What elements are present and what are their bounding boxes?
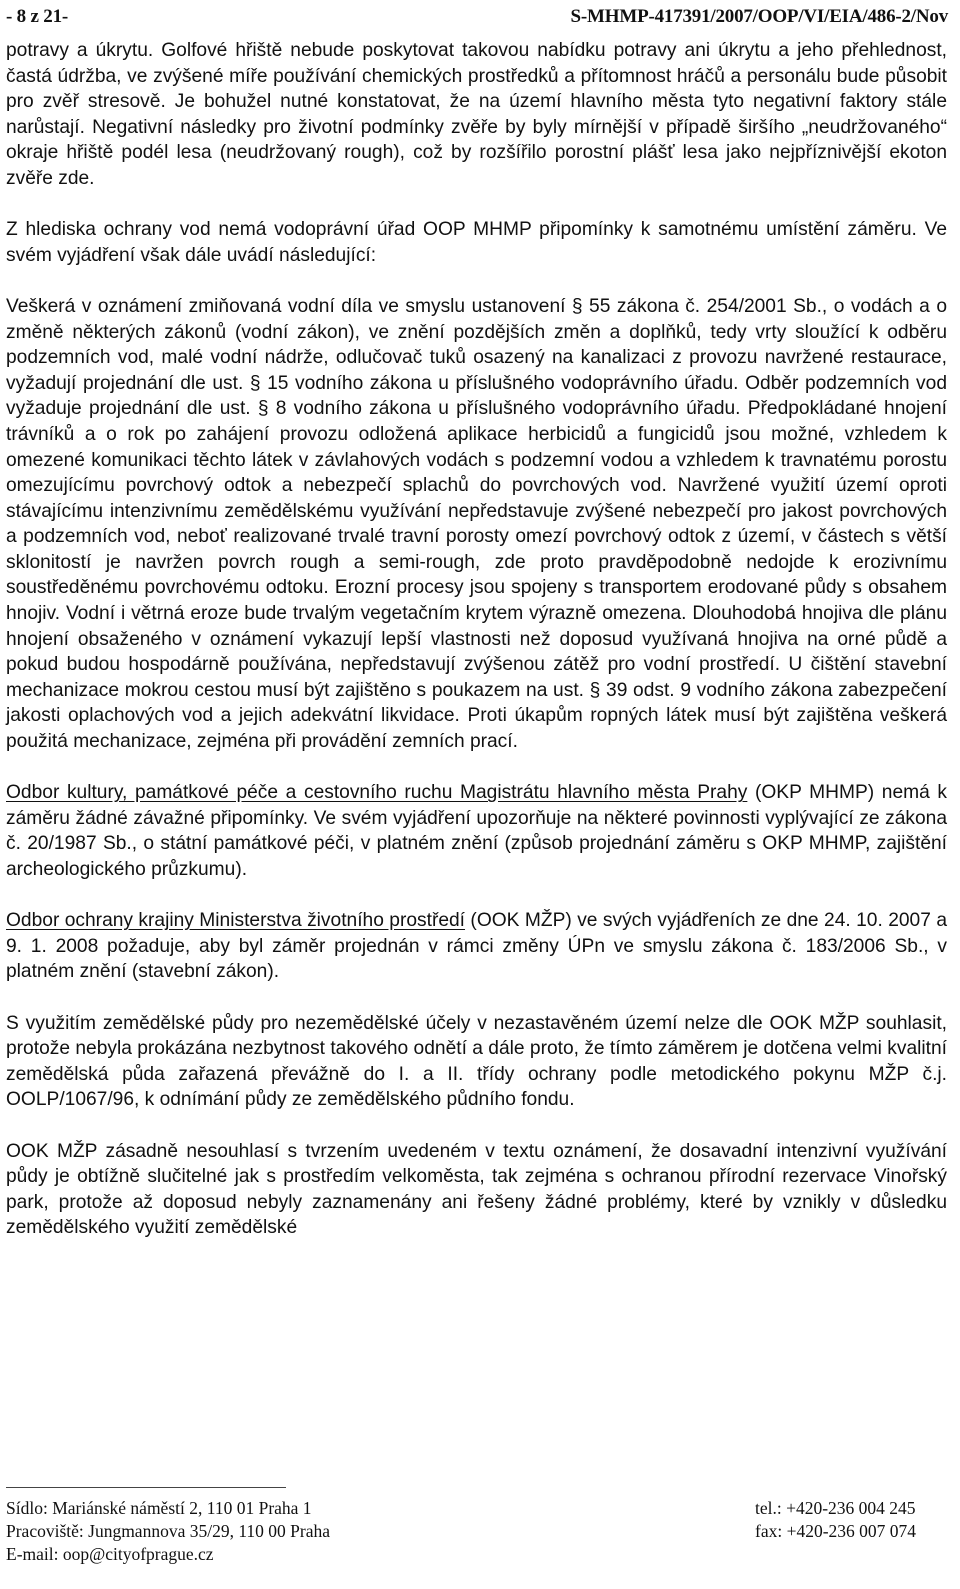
paragraph-agricultural-land	[6, 1011, 947, 1113]
paragraph-okp-mhmp	[6, 780, 947, 882]
paragraph-game-habitat	[6, 38, 947, 192]
paragraph-text: (OKP MHMP) nemá k záměru žádné závažné připomínky. Ve svém vyjádření upozorňuje na některé povinnosti vyplývající ze zákona č. 20/1987 Sb., o státní památkové péči, v platném znění (způsob projednání záměru s OKP MHMP, zajištění archeologického průzkumu).	[6, 782, 947, 880]
footer-divider	[6, 1487, 286, 1488]
footer-email: E-mail: oop@cityofprague.cz	[6, 1544, 214, 1564]
footer-address: Sídlo: Mariánské náměstí 2, 110 01 Praha 1	[6, 1498, 312, 1518]
paragraph-ook-disagreement	[6, 1139, 947, 1241]
footer-fax: fax: +420-236 007 074	[755, 1521, 917, 1541]
paragraph-ook-mzp	[6, 908, 947, 985]
document-body	[6, 38, 947, 1241]
department-name-ook: Odbor ochrany krajiny Ministerstva životního prostředí	[6, 910, 466, 932]
paragraph-text: Veškerá v oznámení zmiňovaná vodní díla ve smyslu ustanovení § 55 zákona č. 254/2001 Sb., o vodách a o změně některých zákonů (vodní zákon), ve znění pozdějších změn a doplňků, tedy vrty sloužící k odběru podzemních vod, malé vodní nádrže, odlučovač tuků osazený na kanalizaci z provozu navržené restaurace, vyžadují projednání dle ust. § 15 vodního zákona u příslušného vodoprávního úřadu. Odběr podzemních vod vyžaduje projednání dle ust. § 8 vodního zákona u příslušného vodoprávního úřadu. Předpokládané hnojení trávníků a o rok po zahájení provozu odložená aplikace herbicidů a fungicidů jsou možné, vzhledem k omezené komunikaci těchto látek v závlahových vodách s podzemní vodou a vzhledem k travnatému porostu omezujícímu povrchový odtok a nebezpečí splachů do povrchových vod. Navržené využití území oproti stávajícímu intenzivnímu zemědělskému využívání nepředstavuje zvýšené nebezpečí pro jakost povrchových a podzemních vod, neboť realizované trvalé travní porosty omezí povrchový odtok z území, v částech s větší sklonitostí je navržen povrch rough a semi-rough, zde proto pravděpodobně nedojde k erozivnímu soustředěnému povrchovému odtoku. Erozní procesy jsou spojeny s transportem erodované půdy s obsahem hnojiv. Vodní i větrná eroze bude trvalým vegetačním krytem výrazně omezena. Dlouhodobá hnojiva dle plánu hnojení obsaženého v oznámení vykazují lepší vlastnosti než doposud využívaná hnojiva na orné půdě a pokud budou hospodárně používána, nepředstavují zvýšenou zátěž pro vodní prostředí. U čištění stavební mechanizace mokrou cestou musí být zajištěno s poukazem na ust. § 39 odst. 9 vodního zákona zabezpečení jakosti oplachových vod a jejich adekvátní likvidace. Proti úkapům ropných látek musí být zajištěna veškerá použitá mechanizace, zejména při provádění zemních prací.	[6, 295, 947, 753]
paragraph-text: (OOK MŽP) ve svých vyjádřeních ze dne 24. 10. 2007 a 9. 1. 2008 požaduje, aby byl záměr projednán v rámci změny ÚPn ve smyslu zákona č. 183/2006 Sb., v platném znění (stavební zákon).	[6, 910, 947, 983]
paragraph-water-works	[6, 294, 947, 755]
document-reference: S-MHMP-417391/2007/OOP/VI/EIA/486-2/Nov	[570, 6, 948, 27]
paragraph-water-protection	[6, 217, 947, 268]
page-footer	[6, 1497, 944, 1587]
paragraph-text: OOK MŽP zásadně nesouhlasí s tvrzením uvedeném v textu oznámení, že dosavadní intenzivní využívání půdy je obtížně slučitelné jak s prostředím velkoměsta, tak zejména s ochranou přírodní rezervace Vinořský park, protože až doposud nebyly zaznamenány ani řešeny žádné problémy, které by vznikly v důsledku zemědělského využití zemědělské	[6, 1140, 947, 1239]
paragraph-text: S využitím zemědělské půdy pro nezemědělské účely v nezastavěném území nelze dle OOK MŽP souhlasit, protože nebyla prokázána nezbytnost takového odnětí a dále proto, že tímto záměrem je dotčena velmi kvalitní zemědělská půda zařazená převážně do I. a II. třídy ochrany podle metodického pokynu MŽP č.j. OOLP/1067/96, k odnímání půdy ze zemědělského půdního fondu.	[6, 1012, 947, 1111]
paragraph-text: potravy a úkrytu. Golfové hřiště nebude poskytovat takovou nabídku potravy ani úkrytu a jeho přehlednost, častá údržba, ve zvýšené míře používání chemických prostředků a přítomnost hráčů a personálu bude působit pro zvěř stresově. Je bohužel nutné konstatovat, že na území hlavního města tyto negativní faktory stále narůstají. Negativní následky pro životní podmínky zvěře by byly mírnější v případě širšího „neudržovaného“ okraje hřiště podél lesa (neudržovaný rough), což by rozšířilo porostní plášť lesa jako nejpříznivější ekoton zvěře zde.	[6, 40, 947, 189]
page-header	[6, 6, 948, 32]
footer-contact-block	[755, 1497, 916, 1543]
page-number: - 8 z 21-	[6, 6, 69, 27]
paragraph-text: Z hlediska ochrany vod nemá vodoprávní úřad OOP MHMP připomínky k samotnému umístění záměru. Ve svém vyjádření však dále uvádí následující:	[6, 219, 947, 266]
footer-address-block	[6, 1497, 330, 1566]
footer-workplace: Pracoviště: Jungmannova 35/29, 110 00 Praha	[6, 1521, 331, 1541]
footer-phone: tel.: +420-236 004 245	[755, 1498, 916, 1518]
department-name-okp: Odbor kultury, památkové péče a cestovního ruchu Magistrátu hlavního města Prahy	[6, 782, 748, 804]
